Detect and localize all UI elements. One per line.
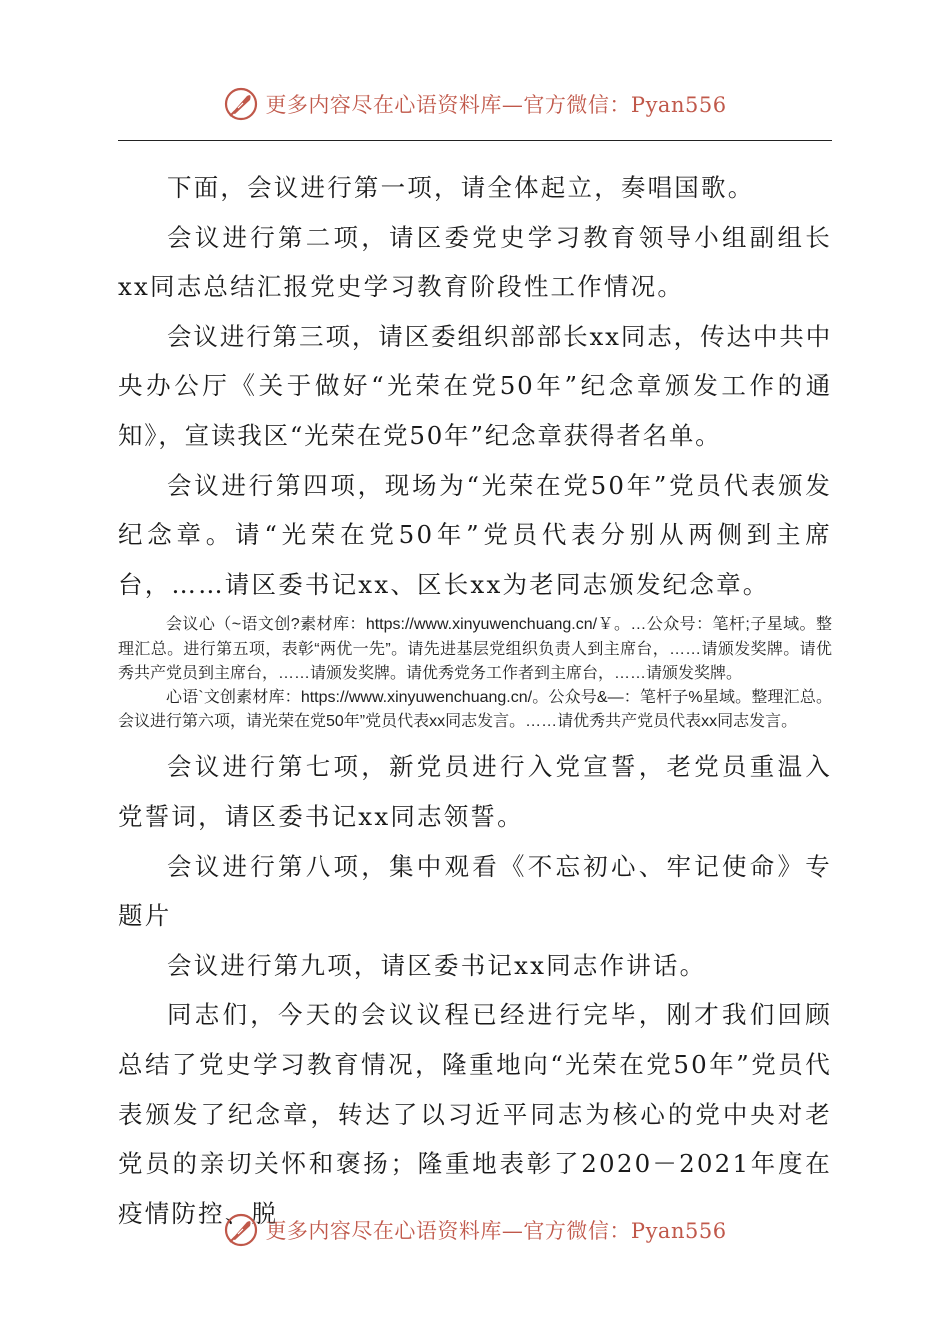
small-paragraph-5: 会议心（~语文创?素材库：https://www.xinyuwenchuang.cn/￥。…公众号：笔杆;子星域。整理汇总。进行第五项，表彰“两优一先”。请先进基层党组织负责人到主席台，……请颁发奖牌。请优秀共产党员到主席台，……请颁发奖牌。请优秀党务工作者到主席台，……请颁发奖牌。 xyxy=(118,616,832,682)
document-body xyxy=(118,163,832,1238)
paragraph-2: 会议进行第二项，请区委党史学习教育领导小组副组长xx同志总结汇报党史学习教育阶段性工作情况。 xyxy=(118,222,832,302)
header-divider xyxy=(118,140,832,141)
paragraph-3: 会议进行第三项，请区委组织部部长xx同志，传达中共中央办公厅《关于做好“光荣在党50年”纪念章颁发工作的通知》，宣读我区“光荣在党50年”纪念章获得者名单。 xyxy=(118,321,832,450)
paragraph-7: 会议进行第七项，新党员进行入党宣誓，老党员重温入党誓词，请区委书记xx同志领誓。 xyxy=(118,752,832,831)
small-print-section xyxy=(118,609,832,742)
footer-banner xyxy=(0,1210,950,1250)
header-banner xyxy=(0,84,950,124)
quill-logo-icon xyxy=(223,86,259,122)
footer-banner-text: 更多内容尽在心语资料库—官方微信：Pyan556 xyxy=(265,1219,727,1243)
quill-logo-icon xyxy=(223,1212,259,1248)
paragraph-9: 会议进行第九项，请区委书记xx同志作讲话。 xyxy=(167,950,707,980)
paragraph-1: 下面，会议进行第一项，请全体起立，奏唱国歌。 xyxy=(167,173,755,202)
paragraph-4: 会议进行第四项，现场为“光荣在党50年”党员代表颁发纪念章。请“光荣在党50年”党员代表分别从两侧到主席台，……请区委书记xx、区长xx为老同志颁发纪念章。 xyxy=(118,470,832,599)
paragraph-8: 会议进行第八项，集中观看《不忘初心、牢记使命》专题片 xyxy=(118,851,832,931)
header-banner-text: 更多内容尽在心语资料库—官方微信：Pyan556 xyxy=(265,93,727,117)
small-paragraph-6: 心语`文创素材库：https://www.xinyuwenchuang.cn/。公众号&—：笔杆子%星域。整理汇总。会议进行第六项，请光荣在党50年”党员代表xx同志发言。……请优秀共产党员代表xx同志发言。 xyxy=(118,688,832,731)
paragraph-10: 同志们，今天的会议议程已经进行完毕，刚才我们回顾总结了党史学习教育情况，隆重地向“光荣在党50年”党员代表颁发了纪念章，转达了以习近平同志为核心的党中央对老党员的亲切关怀和褒扬；隆重地表彰了2020－2021年度在疫情防控、脱 xyxy=(118,1000,832,1228)
